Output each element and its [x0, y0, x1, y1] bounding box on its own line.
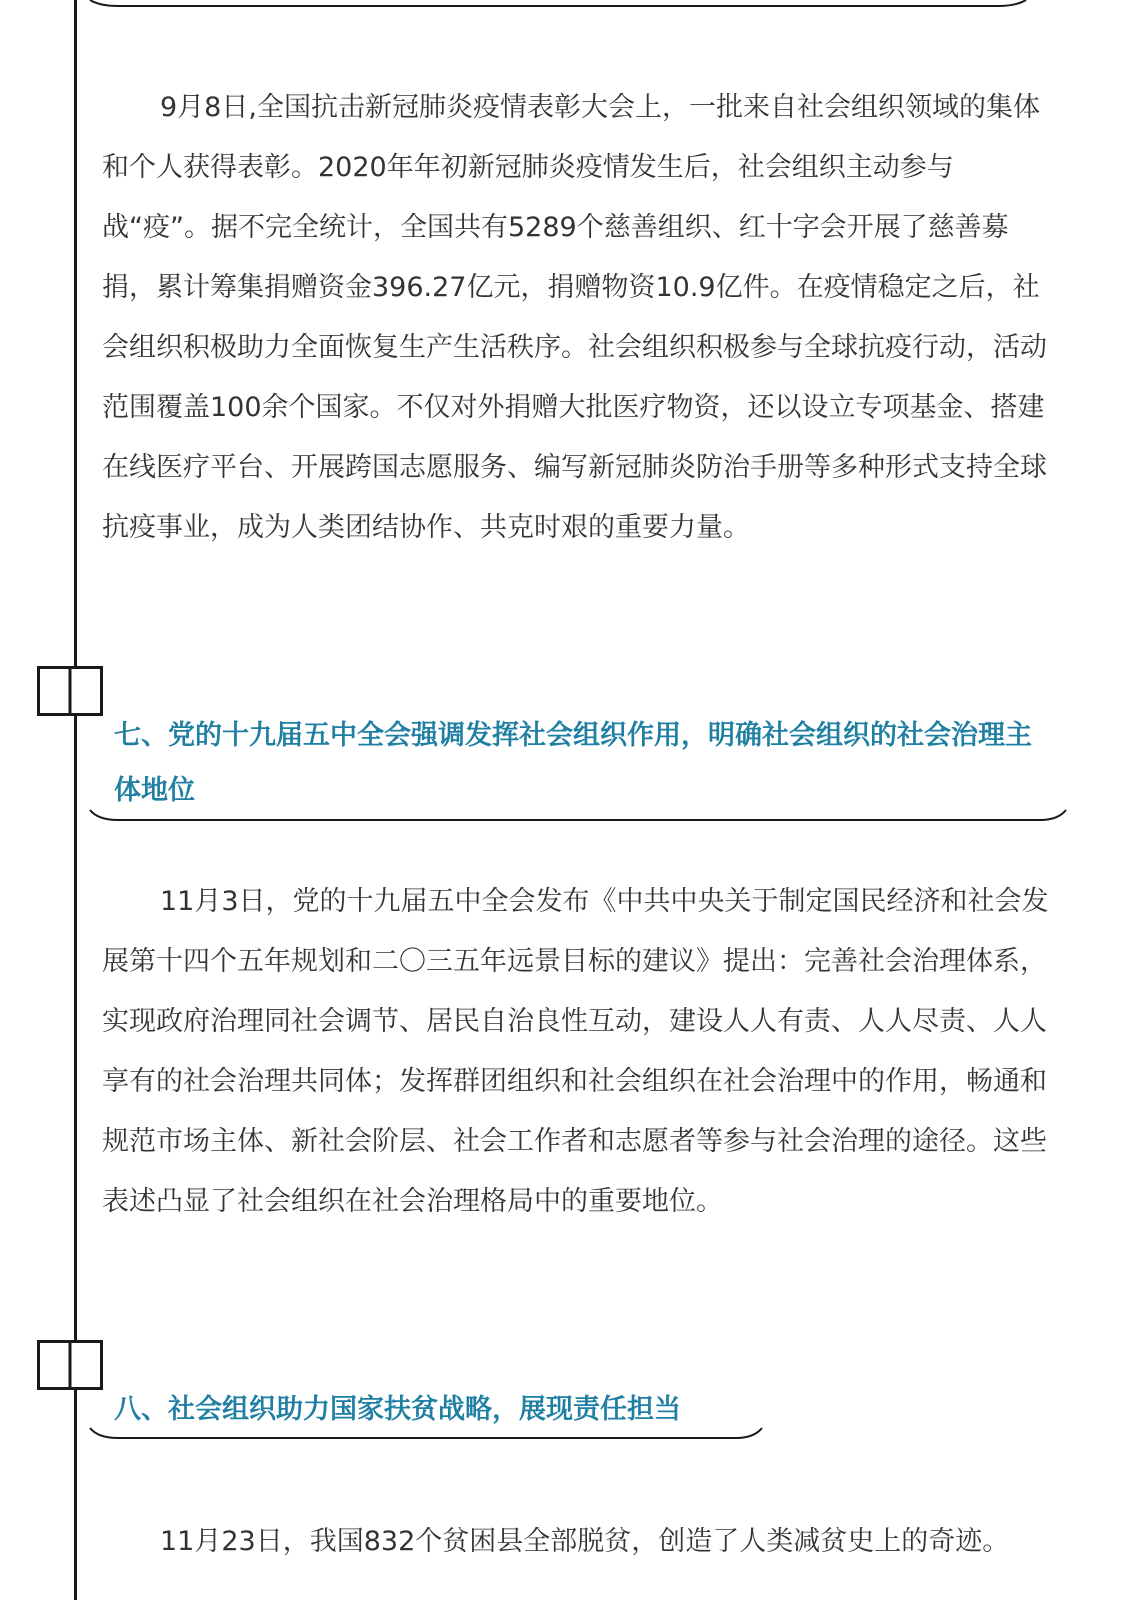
paragraph-covid-response: 9月8日,全国抗击新冠肺炎疫情表彰大会上，一批来自社会组织领域的集体和个人获得表彰。2020年年初新冠肺炎疫情发生后，社会组织主动参与战“疫”。据不完全统计，全国共有5289个慈善组织、红十字会开展了慈善募捐，累计筹集捐赠资金396.27亿元，捐赠物资10.9亿件。在疫情稳定之后，社会组织积极助力全面恢复生产生活秩序。社会组织积极参与全球抗疫行动，活动范围覆盖100余个国家。不仅对外捐赠大批医疗物资，还以设立专项基金、搭建在线医疗平台、开展跨国志愿服务、编写新冠肺炎防治手册等多种形式支持全球抗疫事业，成为人类团结协作、共克时艰的重要力量。 [102, 92, 1047, 543]
section-title-7: 七、党的十九届五中全会强调发挥社会组织作用，明确社会组织的社会治理主体地位 [114, 720, 1032, 806]
section-marker-icon [37, 1340, 103, 1390]
previous-title-underline [88, 0, 1028, 12]
section-marker-icon [37, 666, 103, 716]
section-title-underline [88, 1424, 764, 1442]
paragraph-poverty-alleviation: 11月23日，我国832个贫困县全部脱贫，创造了人类减贫史上的奇迹。 [160, 1526, 1010, 1557]
paragraph-fifth-plenum: 11月3日，党的十九届五中全会发布《中共中央关于制定国民经济和社会发展第十四个五年规划和二〇三五年远景目标的建议》提出：完善社会治理体系，实现政府治理同社会调节、居民自治良性互动，建设人人有责、人人尽责、人人享有的社会治理共同体；发挥群团组织和社会组织在社会治理中的作用，畅通和规范市场主体、新社会阶层、社会工作者和志愿者等参与社会治理的途径。这些表述凸显了社会组织在社会治理格局中的重要地位。 [102, 886, 1049, 1217]
section-title-underline [88, 806, 1068, 824]
section-title-8: 八、社会组织助力国家扶贫战略，展现责任担当 [114, 1394, 681, 1425]
